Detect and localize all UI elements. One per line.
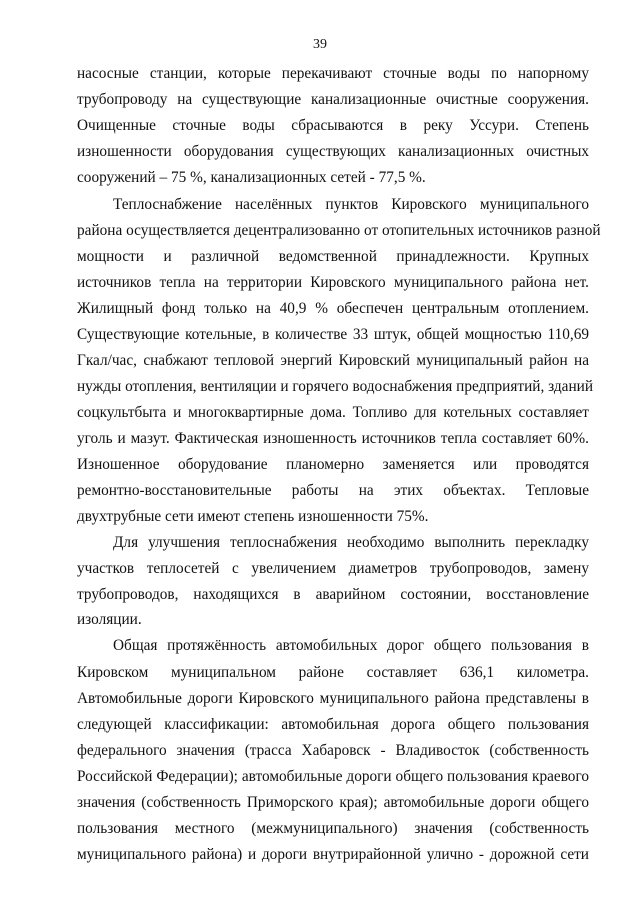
text-line: федерального значения (трасса Хабаровск - Владивосток (собственность [77,742,589,759]
text-line: Существующие котельные, в количестве 33 штук, общей мощностью 110,69 [77,326,589,343]
text-line: насосные станции, которые перекачивают сточные воды по напорному [77,65,589,82]
text-line: Изношенное оборудование планомерно заменяется или проводятся [77,456,589,473]
text-line: трубопроводов, находящихся в аварийном состоянии, восстановление [77,586,589,603]
text-line: Российской Федерации); автомобильные дороги общего пользования краевого [77,768,589,785]
text-line: участков теплосетей с увеличением диаметров трубопроводов, замену [77,560,589,577]
text-line: Теплоснабжение населённых пунктов Кировского муниципального [113,196,589,213]
text-line: следующей классификации: автомобильная дорога общего пользования [77,716,589,733]
text-line: мощности и различной ведомственной принадлежности. Крупных [77,248,589,265]
page-number: 39 [313,37,327,52]
text-line: источников тепла на территории Кировского муниципального района нет. [77,274,589,291]
text-line: соцкультбыта и многоквартирные дома. Топливо для котельных составляет [77,404,589,421]
text-line: значения (собственность Приморского края); автомобильные дороги общего [77,794,589,811]
text-line: Автомобильные дороги Кировского муниципального района представлены в [77,690,589,707]
text-line: сооружений – 75 %, канализационных сетей - 77,5 %. [77,169,426,186]
text-line: ремонтно-восстановительные работы на этих объектах. Тепловые [77,482,589,499]
text-line: района осуществляется децентрализованно от отопительных источников разной [77,222,601,239]
text-line: изношенности оборудования существующих канализационных очистных [77,143,589,160]
text-line: Гкал/час, снабжают тепловой энергий Кировский муниципальный район на [77,352,589,369]
text-line: Общая протяжённость автомобильных дорог общего пользования в [113,637,589,654]
text-line: изоляции. [77,611,142,628]
text-line: двухтрубные сети имеют степень изношенности 75%. [77,508,429,525]
text-line: Очищенные сточные воды сбрасываются в реку Уссури. Степень [77,117,589,134]
text-line: Для улучшения теплоснабжения необходимо выполнить перекладку [113,534,589,551]
text-line: пользования местного (межмуниципального) значения (собственность [77,820,589,837]
text-line: муниципального района) и дороги внутрирайонной улично - дорожной сети [77,846,589,863]
text-line: трубопроводу на существующие канализационные очистные сооружения. [77,91,589,108]
text-line: Жилищный фонд только на 40,9 % обеспечен центральным отоплением. [77,300,589,317]
text-line: нужды отопления, вентиляции и горячего водоснабжения предприятий, зданий [77,378,594,395]
text-line: Кировском муниципальном районе составляет 636,1 километра. [77,664,589,681]
text-line: уголь и мазут. Фактическая изношенность источников тепла составляет 60%. [77,430,589,447]
